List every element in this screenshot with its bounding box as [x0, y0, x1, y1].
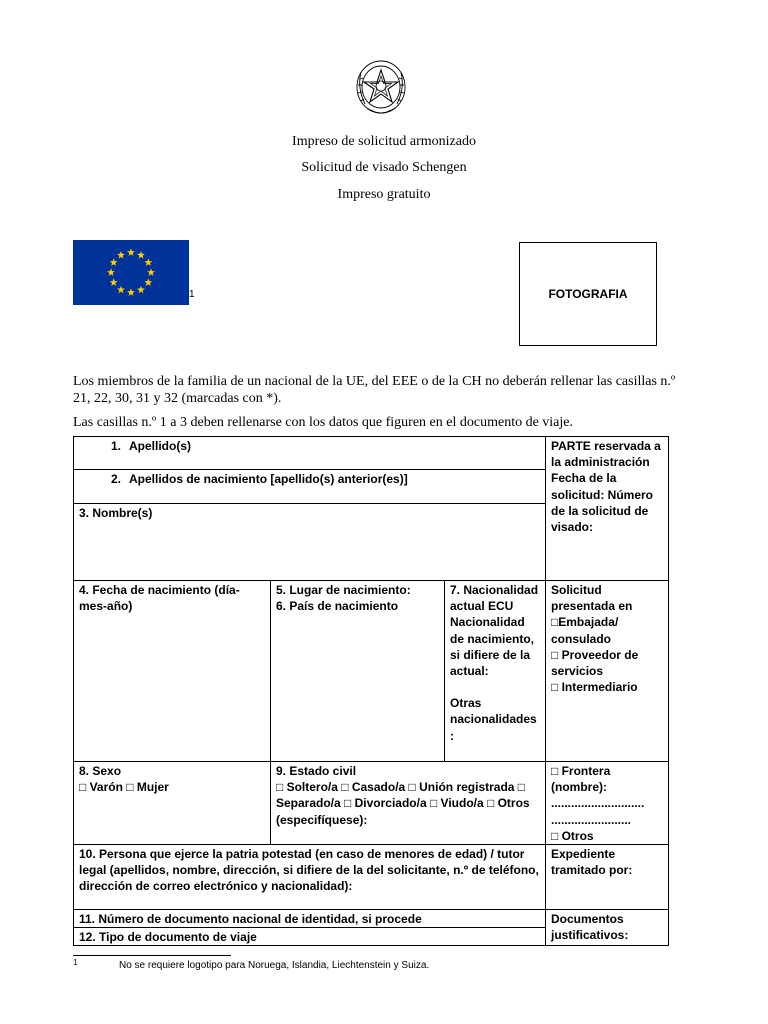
field-surname[interactable] [74, 437, 546, 470]
field-sex[interactable] [74, 762, 271, 845]
admin-submitted-title: Solicitud presentada en [551, 583, 633, 614]
field-nationality[interactable] [445, 581, 546, 762]
admin-supporting-documents: Documentos justificativos: [546, 910, 669, 946]
form-subtitle: Solicitud de visado Schengen [301, 160, 467, 175]
field-place-country-of-birth[interactable] [271, 581, 445, 762]
field-birth-surname[interactable] [74, 470, 546, 504]
field-surname-number: 1. [110, 439, 121, 453]
admin-option-other[interactable]: □ Otros [551, 828, 594, 843]
field-sex-options[interactable]: □ Varón □ Mujer [79, 780, 169, 795]
field-legal-guardian[interactable]: 10. Persona que ejerce la patria potestad (en caso de menores de edad) / tutor legal (apellidos, nombre, dirección, si difiere de la del solicitante, n.º de teléfono, dirección de correo electrónico y nacionalidad): [74, 845, 546, 910]
eu-flag-icon [73, 240, 189, 305]
field-place-of-birth-label: 5. Lugar de nacimiento: [276, 583, 411, 597]
field-birth-surname-number: 2. [110, 472, 121, 486]
admin-option-intermediary[interactable]: □ Intermediario [551, 680, 638, 695]
field-national-id-number[interactable]: 11. Número de documento nacional de identidad, si procede [74, 910, 546, 928]
photo-box: FOTOGRAFIA [519, 242, 657, 346]
admin-block-submitted-at [546, 581, 669, 762]
field-nationality-label: 7. Nacionalidad actual ECU Nacionalidad de nacimiento, si difiere de la actual: [450, 583, 539, 679]
field-surname-label: Apellido(s) [129, 439, 191, 453]
intro-travel-doc-note: Las casillas n.º 1 a 3 deben rellenarse con los datos que figuren en el documento de viaje. [73, 415, 574, 430]
field-first-name[interactable]: 3. Nombre(s) [74, 504, 546, 581]
field-civil-status-options[interactable]: □ Soltero/a □ Casado/a □ Unión registrada □ Separado/a □ Divorciado/a □ Viudo/a □ Otros (especifíquese): [276, 780, 530, 827]
form-title: Impreso de solicitud armonizado [292, 134, 476, 149]
field-civil-status-label: 9. Estado civil [276, 764, 357, 778]
field-country-of-birth-label: 6. País de nacimiento [276, 599, 399, 614]
form-fee-note: Impreso gratuito [337, 187, 431, 202]
admin-border-name-dots: ............................ ........................ [551, 796, 645, 827]
field-sex-label: 8. Sexo [79, 764, 122, 778]
field-civil-status[interactable] [271, 762, 546, 845]
admin-processed-by: Expediente tramitado por: [546, 845, 669, 910]
footnote-separator [73, 955, 231, 956]
italian-republic-emblem-icon [353, 58, 409, 118]
admin-block-border [546, 762, 669, 845]
field-birth-surname-label: Apellidos de nacimiento [apellido(s) anterior(es)] [129, 472, 408, 486]
admin-block-application: PARTE reservada a la administración Fecha de la solicitud: Número de la solicitud de visado: [546, 437, 669, 581]
field-date-of-birth[interactable]: 4. Fecha de nacimiento (día-mes-año) [74, 581, 271, 762]
intro-family-note: Los miembros de la familia de un nacional de la UE, del EEE o de la CH no deberán rellenar las casillas n.º 21, 22, 30, 31 y 32 (marcadas con *). [73, 374, 676, 406]
field-other-nationalities-label: Otras nacionalidades : [450, 696, 537, 743]
footnote-number: 1 [73, 958, 78, 967]
flag-footnote-marker: 1 [189, 289, 195, 300]
admin-option-border[interactable]: □ Frontera (nombre): [551, 764, 611, 795]
admin-option-service-provider[interactable]: □ Proveedor de servicios [551, 647, 639, 679]
field-travel-document-type[interactable]: 12. Tipo de documento de viaje [74, 928, 546, 946]
admin-option-embassy[interactable]: □Embajada/ consulado [551, 615, 619, 646]
visa-form-table [73, 436, 669, 946]
footnote-text: No se requiere logotipo para Noruega, Islandia, Liechtenstein y Suiza. [119, 960, 430, 971]
